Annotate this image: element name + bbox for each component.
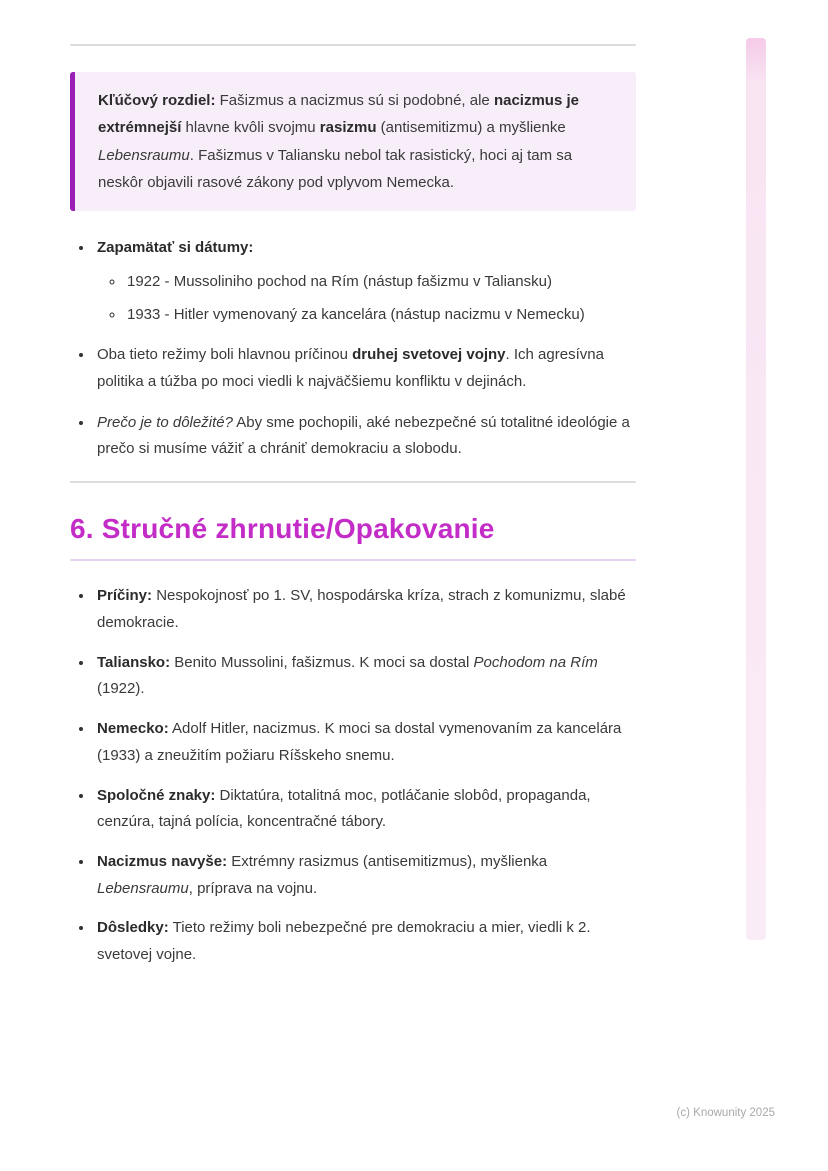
sub-list-item	[125, 302, 636, 329]
key-difference-callout	[70, 72, 636, 211]
text-segment: Benito Mussolini, fašizmus. K moci sa dostal	[170, 653, 474, 671]
list-item	[94, 410, 636, 463]
text-segment: Extrémny rasizmus (antisemitizmus), myšlienka	[227, 852, 548, 870]
text-segment: Nemecko:	[97, 720, 169, 738]
list-item	[94, 235, 636, 328]
callout-paragraph	[98, 87, 612, 196]
text-segment: Taliansko:	[97, 653, 171, 671]
text-segment: Oba tieto režimy boli hlavnou príčinou	[97, 346, 353, 364]
sub-list-item	[125, 269, 636, 296]
text-segment: Lebensraumu	[97, 879, 189, 897]
text-segment: Nespokojnosť po 1. SV, hospodárska kríza, strach z komunizmu, slabé demokracie.	[97, 587, 626, 632]
summary-list	[70, 583, 636, 968]
page-edge-decoration	[746, 38, 766, 940]
text-segment: rasizmu	[319, 119, 377, 137]
top-divider	[70, 44, 636, 46]
list-item	[94, 849, 636, 902]
text-segment: 1922 - Mussoliniho pochod na Rím (nástup fašizmu v Taliansku)	[127, 272, 552, 290]
list-item	[94, 783, 636, 836]
text-segment: Zapamätať si dátumy:	[97, 239, 254, 257]
text-segment: nacizmus je extrémnejší	[98, 92, 579, 137]
list-item	[94, 650, 636, 703]
text-segment: . Fašizmus v Taliansku nebol tak rasistický, hoci aj tam sa neskôr objavili rasové zákony pod vplyvom Nemecka.	[98, 146, 573, 191]
list-item	[94, 342, 636, 395]
text-segment: Dôsledky:	[97, 919, 169, 937]
list-item	[94, 716, 636, 769]
list-item	[94, 915, 636, 968]
section-divider	[70, 481, 636, 483]
footer-credit: (c) Knowunity 2025	[676, 1107, 775, 1119]
text-segment: Tieto režimy boli nebezpečné pre demokraciu a mier, viedli k 2. svetovej vojne.	[97, 919, 591, 963]
section-heading: 6. Stručné zhrnutie/Opakovanie	[70, 513, 495, 544]
text-segment: Príčiny:	[97, 587, 153, 605]
text-segment: Diktatúra, totalitná moc, potláčanie slobôd, propaganda, cenzúra, tajná polícia, koncentračné tábory.	[97, 786, 591, 831]
text-segment: Adolf Hitler, nacizmus. K moci sa dostal vymenovaním za kancelára (1933) a zneužitím požiaru Ríšskeho snemu.	[97, 720, 622, 764]
text-segment: , príprava na vojnu.	[188, 879, 318, 897]
heading-underline-divider	[70, 559, 636, 561]
text-segment: Prečo je to dôležité?	[97, 413, 233, 431]
text-segment: Fašizmus a nacizmus sú si podobné, ale	[215, 92, 494, 109]
text-segment: Spoločné znaky:	[97, 786, 216, 804]
notes-list	[70, 235, 636, 463]
text-segment: Pochodom na Rím	[473, 653, 598, 671]
text-segment: . Ich agresívna politika a túžba po moci viedli k najväčšiemu konfliktu v dejinách.	[97, 346, 604, 390]
text-segment: druhej svetovej vojny	[352, 346, 506, 364]
text-segment: (1922).	[97, 680, 145, 698]
text-segment: 1933 - Hitler vymenovaný za kancelára (nástup nacizmu v Nemecku)	[127, 305, 585, 323]
text-segment: Aby sme pochopili, aké nebezpečné sú totalitné ideológie a prečo si musíme vážiť a chrániť demokraciu a slobodu.	[97, 413, 630, 458]
content-area	[70, 0, 636, 982]
list-item	[94, 583, 636, 636]
text-segment: Lebensraumu	[98, 146, 190, 164]
text-segment: hlavne kvôli svojmu	[181, 119, 320, 137]
dates-sublist	[97, 269, 636, 328]
text-segment: Kľúčový rozdiel:	[98, 92, 216, 109]
text-segment: Nacizmus navyše:	[97, 852, 228, 870]
text-segment: (antisemitizmu) a myšlienke	[376, 119, 566, 137]
